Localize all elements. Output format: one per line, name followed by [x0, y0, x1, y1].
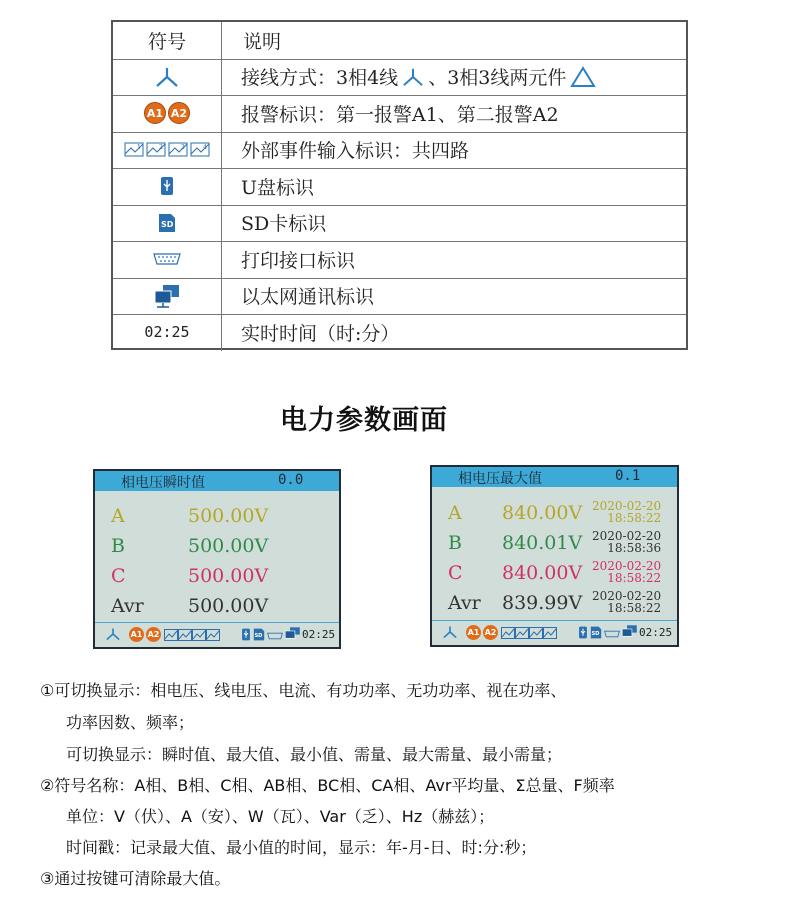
wye-icon — [105, 627, 121, 641]
legend-row-clock — [113, 314, 686, 351]
phase-b-label: B — [111, 535, 125, 557]
phase-c-date: 2020-02-20 — [592, 559, 662, 573]
clock-symbol: 02:25 — [144, 323, 190, 342]
clock-time: 02:25 — [302, 628, 336, 641]
legend-header-symbol: 符号 — [147, 30, 186, 53]
symbol-legend-table — [111, 20, 688, 350]
phase-c-value: 840.00V — [502, 562, 583, 584]
event-2-label: 2 — [159, 144, 163, 152]
alarm-a2-icon: A2 — [483, 625, 498, 640]
note-line: 时间戳：记录最大值、最小值的时间，显示：年-月-日、时:分:秒； — [66, 838, 537, 857]
ethernet-icon — [621, 624, 638, 640]
printer-port-icon — [153, 253, 181, 265]
phase-c-time: 18:58:22 — [607, 571, 662, 585]
phase-b-date: 2020-02-20 — [592, 529, 662, 543]
screen-title-value: 0.1 — [615, 468, 641, 484]
legend-header-row — [113, 22, 686, 60]
phase-b-label: B — [448, 532, 462, 554]
legend-row-sd — [113, 205, 686, 243]
wye-icon — [401, 67, 425, 87]
legend-row-wiring — [113, 59, 686, 97]
wye-icon — [154, 66, 180, 88]
event-1-label: 1 — [137, 144, 141, 152]
alarm-a2-icon: A2 — [146, 627, 161, 642]
legend-row-alarm — [113, 95, 686, 133]
note-line: 可切换显示：瞬时值、最大值、最小值、需量、最大需量、最小需量； — [66, 745, 563, 764]
wye-icon — [442, 625, 458, 639]
alarm-a1-icon: A1 — [144, 102, 166, 124]
event-input-4-icon — [190, 142, 210, 157]
legend-row-usb — [113, 168, 686, 206]
ethernet-icon — [284, 626, 301, 642]
screen-titlebar — [432, 467, 677, 487]
legend-header-desc: 说明 — [243, 30, 282, 53]
phase-b-time: 18:58:36 — [607, 541, 662, 555]
phase-b-timestamp — [592, 530, 661, 554]
phase-a-date: 2020-02-20 — [592, 499, 662, 513]
phase-c-timestamp — [592, 560, 661, 584]
avr-value: 500.00V — [188, 595, 269, 617]
avr-value: 839.99V — [502, 592, 583, 614]
event-desc: 外部事件输入标识：共四路 — [241, 140, 470, 163]
legend-row-ethernet — [113, 278, 686, 316]
alarm-desc: 报警标识：第一报警A1、第二报警A2 — [241, 103, 559, 126]
sd-icon — [158, 213, 176, 233]
usb-desc: U盘标识 — [241, 176, 315, 199]
usb-icon — [160, 176, 174, 196]
screen-title: 相电压瞬时值 — [121, 475, 205, 491]
phase-a-value: 840.00V — [502, 502, 583, 524]
phase-c-value: 500.00V — [188, 565, 269, 587]
screen-title: 相电压最大值 — [458, 471, 542, 487]
sd-icon — [590, 626, 602, 639]
avr-timestamp — [592, 590, 661, 614]
printer-desc: 打印接口标识 — [241, 249, 356, 272]
wiring-desc-3wire: 、3相3线两元件 — [428, 67, 567, 90]
sd-icon — [253, 628, 265, 641]
event-4-label: 4 — [203, 144, 207, 152]
screen-instantaneous — [93, 469, 341, 649]
screen-statusbar — [432, 620, 677, 645]
event-3-label: 3 — [181, 144, 185, 152]
alarm-a1-icon: A1 — [129, 627, 144, 642]
delta-icon — [570, 66, 596, 88]
note-line: 单位：V（伏）、A（安）、W（瓦）、Var（乏）、Hz（赫兹）； — [66, 807, 495, 826]
event-inputs-icon — [164, 629, 222, 641]
printer-port-icon — [267, 632, 283, 640]
section-title: 电力参数画面 — [280, 405, 448, 436]
alarm-a1-icon: A1 — [466, 625, 481, 640]
avr-label: Avr — [111, 595, 144, 617]
phase-a-label: A — [448, 502, 462, 524]
legend-row-events — [113, 132, 686, 170]
legend-row-printer — [113, 241, 686, 279]
note-line: ①可切换显示：相电压、线电压、电流、有功功率、无功功率、视在功率、 — [40, 681, 567, 700]
event-inputs-icon — [501, 627, 559, 639]
screen-titlebar — [95, 471, 339, 491]
event-input-3-icon — [168, 142, 188, 157]
phase-b-value: 840.01V — [502, 532, 583, 554]
ethernet-desc: 以太网通讯标识 — [241, 286, 375, 309]
screen-statusbar — [95, 622, 339, 647]
sd-icon-label: SD — [254, 633, 263, 640]
printer-port-icon — [604, 630, 620, 638]
event-input-1-icon — [124, 142, 144, 157]
phase-a-timestamp — [592, 500, 661, 524]
alarm-a2-icon: A2 — [168, 102, 190, 124]
clock-time: 02:25 — [639, 626, 673, 639]
screen-title-value: 0.0 — [278, 472, 304, 488]
event-input-2-icon — [146, 142, 166, 157]
usb-icon — [578, 626, 588, 639]
note-line: ②符号名称：A相、B相、C相、AB相、BC相、CA相、Avr平均量、Σ总量、F频率 — [40, 776, 615, 795]
ethernet-icon — [153, 284, 181, 308]
sd-icon-label: SD — [591, 631, 600, 638]
sd-icon-label: SD — [161, 219, 174, 229]
phase-c-label: C — [111, 565, 126, 587]
wiring-desc-4wire: 接线方式：3相4线 — [241, 67, 399, 90]
usb-icon — [241, 628, 251, 641]
clock-desc: 实时时间（时:分） — [241, 322, 400, 345]
avr-date: 2020-02-20 — [592, 589, 662, 603]
screen-maximum — [430, 465, 679, 647]
phase-a-time: 18:58:22 — [607, 511, 662, 525]
note-line: ③通过按键可清除最大值。 — [40, 869, 231, 888]
avr-label: Avr — [448, 592, 481, 614]
phase-a-value: 500.00V — [188, 505, 269, 527]
note-line: 功率因数、频率； — [66, 713, 195, 732]
phase-b-value: 500.00V — [188, 535, 269, 557]
phase-c-label: C — [448, 562, 463, 584]
phase-a-label: A — [111, 505, 125, 527]
avr-time: 18:58:22 — [607, 601, 662, 615]
sd-desc: SD卡标识 — [241, 213, 327, 236]
